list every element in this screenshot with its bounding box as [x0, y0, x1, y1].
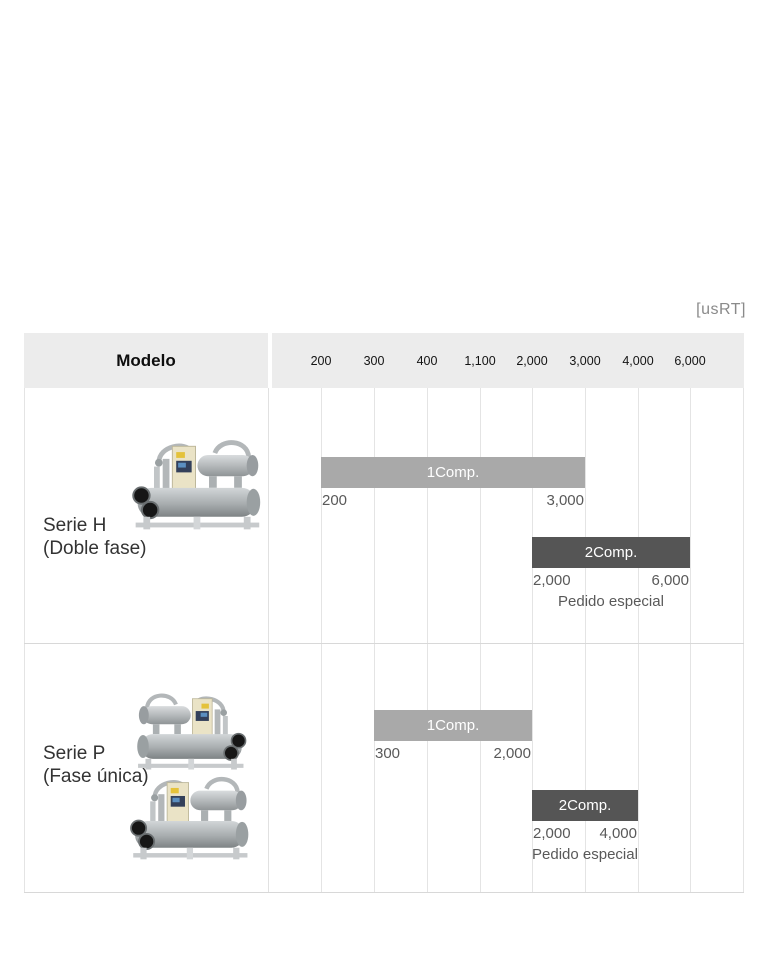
- model-column-header: Modelo: [24, 333, 268, 388]
- axis-tick-400: 400: [416, 353, 438, 368]
- range-start: 2,000: [533, 572, 571, 589]
- series-name: Serie P: [43, 743, 106, 764]
- range-serie-h-1comp: [321, 492, 585, 509]
- series-variant: (Fase única): [43, 765, 149, 787]
- series-label-p: [43, 743, 149, 788]
- bar-serie-h-2comp: 2Comp.: [532, 537, 690, 568]
- range-end: 4,000: [599, 825, 637, 842]
- axis-tick-300: 300: [363, 353, 385, 368]
- gridline: [690, 388, 691, 893]
- model-column-divider: [268, 388, 269, 893]
- chiller-image-serie-h: [126, 433, 266, 533]
- range-serie-h-2comp: [532, 572, 690, 589]
- bar-serie-p-1comp: 1Comp.: [374, 710, 532, 741]
- range-end: 2,000: [493, 745, 531, 762]
- axis-tick-2000: 2,000: [516, 353, 548, 368]
- range-serie-p-1comp: [374, 745, 532, 762]
- chiller-image-serie-p-top: [132, 688, 252, 772]
- range-end: 6,000: [651, 572, 689, 589]
- range-end: 3,000: [546, 492, 584, 509]
- table-bottom-border: [24, 892, 744, 893]
- row-divider: [24, 643, 744, 644]
- series-variant: (Doble fase): [43, 537, 147, 559]
- lineup-table: [24, 333, 744, 893]
- range-serie-p-2comp: [532, 825, 638, 842]
- unit-label: [usRT]: [696, 301, 746, 318]
- axis-tick-1100: 1,100: [464, 353, 496, 368]
- table-right-border: [743, 388, 744, 893]
- axis-tick-200: 200: [310, 353, 332, 368]
- capacity-axis-header: [272, 333, 744, 388]
- gridline: [638, 388, 639, 893]
- series-label-h: [43, 515, 147, 560]
- note-serie-p-special-order: Pedido especial: [532, 846, 638, 863]
- series-name: Serie H: [43, 515, 107, 536]
- range-start: 2,000: [533, 825, 571, 842]
- range-start: 300: [375, 745, 401, 762]
- axis-tick-6000: 6,000: [674, 353, 706, 368]
- axis-tick-4000: 4,000: [622, 353, 654, 368]
- bar-serie-h-1comp: 1Comp.: [321, 457, 585, 488]
- axis-tick-3000: 3,000: [569, 353, 601, 368]
- range-start: 200: [322, 492, 348, 509]
- note-serie-h-special-order: Pedido especial: [558, 593, 664, 610]
- bar-serie-p-2comp: 2Comp.: [532, 790, 638, 821]
- table-left-border: [24, 388, 25, 893]
